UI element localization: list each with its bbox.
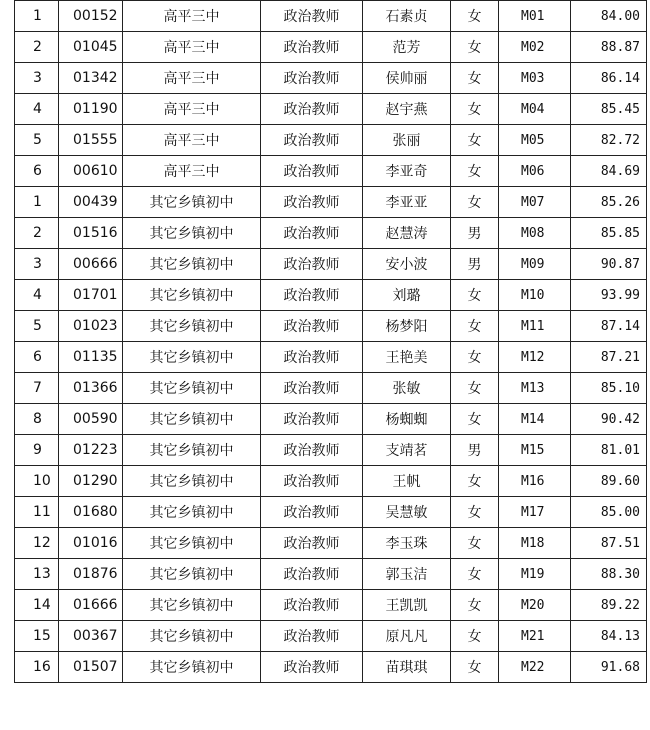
cell-gender: 女 bbox=[451, 404, 499, 435]
table-row bbox=[15, 652, 647, 683]
cell-candidate-id: 00590 bbox=[59, 404, 123, 435]
cell-school: 其它乡镇初中 bbox=[123, 249, 261, 280]
cell-position: 政治教师 bbox=[261, 63, 363, 94]
cell-code: M09 bbox=[499, 249, 571, 280]
cell-position: 政治教师 bbox=[261, 32, 363, 63]
cell-name: 李亚亚 bbox=[363, 187, 451, 218]
cell-seq: 10 bbox=[15, 466, 59, 497]
cell-score: 84.69 bbox=[571, 156, 647, 187]
cell-school: 其它乡镇初中 bbox=[123, 218, 261, 249]
cell-school: 高平三中 bbox=[123, 32, 261, 63]
cell-score: 85.45 bbox=[571, 94, 647, 125]
table-row bbox=[15, 1, 647, 32]
cell-seq: 16 bbox=[15, 652, 59, 683]
cell-gender: 男 bbox=[451, 218, 499, 249]
table-row bbox=[15, 311, 647, 342]
cell-school: 其它乡镇初中 bbox=[123, 559, 261, 590]
cell-gender: 女 bbox=[451, 342, 499, 373]
cell-code: M22 bbox=[499, 652, 571, 683]
cell-seq: 6 bbox=[15, 156, 59, 187]
cell-gender: 女 bbox=[451, 280, 499, 311]
cell-school: 其它乡镇初中 bbox=[123, 404, 261, 435]
cell-candidate-id: 00367 bbox=[59, 621, 123, 652]
cell-school: 其它乡镇初中 bbox=[123, 373, 261, 404]
cell-seq: 1 bbox=[15, 1, 59, 32]
cell-code: M12 bbox=[499, 342, 571, 373]
cell-score: 85.85 bbox=[571, 218, 647, 249]
cell-candidate-id: 01680 bbox=[59, 497, 123, 528]
cell-name: 支靖茗 bbox=[363, 435, 451, 466]
cell-score: 85.10 bbox=[571, 373, 647, 404]
table-row bbox=[15, 497, 647, 528]
cell-name: 郭玉洁 bbox=[363, 559, 451, 590]
cell-gender: 女 bbox=[451, 1, 499, 32]
cell-code: M14 bbox=[499, 404, 571, 435]
table-row bbox=[15, 187, 647, 218]
cell-position: 政治教师 bbox=[261, 559, 363, 590]
cell-school: 其它乡镇初中 bbox=[123, 342, 261, 373]
cell-position: 政治教师 bbox=[261, 590, 363, 621]
cell-position: 政治教师 bbox=[261, 156, 363, 187]
cell-candidate-id: 01023 bbox=[59, 311, 123, 342]
cell-name: 吴慧敏 bbox=[363, 497, 451, 528]
table-row bbox=[15, 125, 647, 156]
cell-position: 政治教师 bbox=[261, 466, 363, 497]
cell-school: 其它乡镇初中 bbox=[123, 435, 261, 466]
cell-candidate-id: 00152 bbox=[59, 1, 123, 32]
cell-position: 政治教师 bbox=[261, 311, 363, 342]
cell-candidate-id: 01016 bbox=[59, 528, 123, 559]
cell-gender: 男 bbox=[451, 249, 499, 280]
table-row bbox=[15, 559, 647, 590]
cell-score: 88.87 bbox=[571, 32, 647, 63]
cell-score: 87.21 bbox=[571, 342, 647, 373]
cell-gender: 女 bbox=[451, 373, 499, 404]
cell-position: 政治教师 bbox=[261, 497, 363, 528]
cell-candidate-id: 01342 bbox=[59, 63, 123, 94]
cell-seq: 8 bbox=[15, 404, 59, 435]
cell-school: 其它乡镇初中 bbox=[123, 466, 261, 497]
cell-gender: 女 bbox=[451, 466, 499, 497]
cell-candidate-id: 01135 bbox=[59, 342, 123, 373]
cell-school: 其它乡镇初中 bbox=[123, 187, 261, 218]
cell-code: M08 bbox=[499, 218, 571, 249]
cell-position: 政治教师 bbox=[261, 125, 363, 156]
cell-seq: 7 bbox=[15, 373, 59, 404]
cell-seq: 15 bbox=[15, 621, 59, 652]
cell-score: 89.60 bbox=[571, 466, 647, 497]
cell-position: 政治教师 bbox=[261, 435, 363, 466]
cell-gender: 女 bbox=[451, 156, 499, 187]
cell-seq: 6 bbox=[15, 342, 59, 373]
cell-gender: 女 bbox=[451, 63, 499, 94]
cell-code: M05 bbox=[499, 125, 571, 156]
cell-position: 政治教师 bbox=[261, 249, 363, 280]
cell-seq: 5 bbox=[15, 125, 59, 156]
cell-name: 李玉珠 bbox=[363, 528, 451, 559]
cell-name: 王帆 bbox=[363, 466, 451, 497]
cell-school: 高平三中 bbox=[123, 1, 261, 32]
cell-seq: 9 bbox=[15, 435, 59, 466]
cell-school: 其它乡镇初中 bbox=[123, 280, 261, 311]
cell-seq: 12 bbox=[15, 528, 59, 559]
cell-school: 高平三中 bbox=[123, 94, 261, 125]
cell-candidate-id: 01223 bbox=[59, 435, 123, 466]
cell-position: 政治教师 bbox=[261, 280, 363, 311]
cell-name: 侯帅丽 bbox=[363, 63, 451, 94]
cell-school: 其它乡镇初中 bbox=[123, 652, 261, 683]
cell-code: M10 bbox=[499, 280, 571, 311]
cell-position: 政治教师 bbox=[261, 1, 363, 32]
cell-gender: 女 bbox=[451, 621, 499, 652]
cell-candidate-id: 01666 bbox=[59, 590, 123, 621]
cell-score: 90.42 bbox=[571, 404, 647, 435]
cell-code: M18 bbox=[499, 528, 571, 559]
cell-candidate-id: 01701 bbox=[59, 280, 123, 311]
table-row bbox=[15, 94, 647, 125]
table-row bbox=[15, 32, 647, 63]
cell-seq: 5 bbox=[15, 311, 59, 342]
cell-code: M19 bbox=[499, 559, 571, 590]
cell-score: 90.87 bbox=[571, 249, 647, 280]
cell-seq: 3 bbox=[15, 249, 59, 280]
cell-name: 赵宇燕 bbox=[363, 94, 451, 125]
cell-position: 政治教师 bbox=[261, 187, 363, 218]
cell-name: 王艳美 bbox=[363, 342, 451, 373]
cell-seq: 2 bbox=[15, 218, 59, 249]
cell-gender: 男 bbox=[451, 435, 499, 466]
cell-candidate-id: 01190 bbox=[59, 94, 123, 125]
cell-candidate-id: 00666 bbox=[59, 249, 123, 280]
cell-code: M20 bbox=[499, 590, 571, 621]
cell-name: 张敏 bbox=[363, 373, 451, 404]
cell-candidate-id: 01290 bbox=[59, 466, 123, 497]
cell-seq: 14 bbox=[15, 590, 59, 621]
cell-score: 85.26 bbox=[571, 187, 647, 218]
cell-candidate-id: 01555 bbox=[59, 125, 123, 156]
cell-seq: 4 bbox=[15, 280, 59, 311]
table-row bbox=[15, 280, 647, 311]
cell-gender: 女 bbox=[451, 187, 499, 218]
cell-score: 91.68 bbox=[571, 652, 647, 683]
cell-position: 政治教师 bbox=[261, 528, 363, 559]
cell-code: M11 bbox=[499, 311, 571, 342]
results-table bbox=[14, 0, 647, 683]
cell-name: 杨梦阳 bbox=[363, 311, 451, 342]
table-row bbox=[15, 342, 647, 373]
cell-gender: 女 bbox=[451, 497, 499, 528]
cell-candidate-id: 01516 bbox=[59, 218, 123, 249]
cell-position: 政治教师 bbox=[261, 621, 363, 652]
cell-school: 高平三中 bbox=[123, 125, 261, 156]
cell-score: 84.13 bbox=[571, 621, 647, 652]
table-row bbox=[15, 156, 647, 187]
cell-name: 原凡凡 bbox=[363, 621, 451, 652]
cell-name: 张丽 bbox=[363, 125, 451, 156]
cell-school: 高平三中 bbox=[123, 63, 261, 94]
cell-school: 其它乡镇初中 bbox=[123, 497, 261, 528]
cell-school: 其它乡镇初中 bbox=[123, 311, 261, 342]
cell-candidate-id: 01507 bbox=[59, 652, 123, 683]
cell-code: M04 bbox=[499, 94, 571, 125]
table-row bbox=[15, 590, 647, 621]
cell-candidate-id: 01366 bbox=[59, 373, 123, 404]
cell-seq: 2 bbox=[15, 32, 59, 63]
cell-gender: 女 bbox=[451, 652, 499, 683]
cell-name: 王凯凯 bbox=[363, 590, 451, 621]
cell-name: 范芳 bbox=[363, 32, 451, 63]
cell-name: 刘璐 bbox=[363, 280, 451, 311]
cell-school: 其它乡镇初中 bbox=[123, 590, 261, 621]
cell-code: M17 bbox=[499, 497, 571, 528]
cell-position: 政治教师 bbox=[261, 94, 363, 125]
cell-candidate-id: 00439 bbox=[59, 187, 123, 218]
cell-name: 杨蜘蜘 bbox=[363, 404, 451, 435]
cell-code: M21 bbox=[499, 621, 571, 652]
cell-score: 93.99 bbox=[571, 280, 647, 311]
cell-score: 89.22 bbox=[571, 590, 647, 621]
cell-seq: 1 bbox=[15, 187, 59, 218]
table-row bbox=[15, 249, 647, 280]
table-row bbox=[15, 218, 647, 249]
cell-code: M02 bbox=[499, 32, 571, 63]
table-row bbox=[15, 63, 647, 94]
cell-code: M07 bbox=[499, 187, 571, 218]
cell-code: M06 bbox=[499, 156, 571, 187]
cell-gender: 女 bbox=[451, 32, 499, 63]
cell-candidate-id: 00610 bbox=[59, 156, 123, 187]
table-body bbox=[15, 1, 647, 683]
cell-name: 安小波 bbox=[363, 249, 451, 280]
cell-score: 82.72 bbox=[571, 125, 647, 156]
cell-gender: 女 bbox=[451, 94, 499, 125]
cell-score: 81.01 bbox=[571, 435, 647, 466]
cell-name: 石素贞 bbox=[363, 1, 451, 32]
table-row bbox=[15, 466, 647, 497]
cell-seq: 13 bbox=[15, 559, 59, 590]
table-row bbox=[15, 621, 647, 652]
cell-name: 赵慧涛 bbox=[363, 218, 451, 249]
cell-name: 苗琪琪 bbox=[363, 652, 451, 683]
cell-candidate-id: 01876 bbox=[59, 559, 123, 590]
cell-score: 87.14 bbox=[571, 311, 647, 342]
cell-school: 高平三中 bbox=[123, 156, 261, 187]
cell-position: 政治教师 bbox=[261, 342, 363, 373]
table-row bbox=[15, 404, 647, 435]
cell-name: 李亚奇 bbox=[363, 156, 451, 187]
cell-seq: 4 bbox=[15, 94, 59, 125]
cell-position: 政治教师 bbox=[261, 373, 363, 404]
cell-code: M01 bbox=[499, 1, 571, 32]
cell-gender: 女 bbox=[451, 311, 499, 342]
cell-seq: 11 bbox=[15, 497, 59, 528]
cell-position: 政治教师 bbox=[261, 218, 363, 249]
cell-score: 87.51 bbox=[571, 528, 647, 559]
cell-seq: 3 bbox=[15, 63, 59, 94]
cell-score: 88.30 bbox=[571, 559, 647, 590]
table-row bbox=[15, 435, 647, 466]
cell-score: 84.00 bbox=[571, 1, 647, 32]
cell-gender: 女 bbox=[451, 125, 499, 156]
cell-candidate-id: 01045 bbox=[59, 32, 123, 63]
cell-code: M13 bbox=[499, 373, 571, 404]
cell-school: 其它乡镇初中 bbox=[123, 528, 261, 559]
cell-score: 85.00 bbox=[571, 497, 647, 528]
cell-gender: 女 bbox=[451, 590, 499, 621]
cell-position: 政治教师 bbox=[261, 652, 363, 683]
cell-code: M03 bbox=[499, 63, 571, 94]
cell-code: M15 bbox=[499, 435, 571, 466]
cell-score: 86.14 bbox=[571, 63, 647, 94]
cell-code: M16 bbox=[499, 466, 571, 497]
cell-gender: 女 bbox=[451, 528, 499, 559]
cell-gender: 女 bbox=[451, 559, 499, 590]
cell-position: 政治教师 bbox=[261, 404, 363, 435]
table-row bbox=[15, 373, 647, 404]
cell-school: 其它乡镇初中 bbox=[123, 621, 261, 652]
table-row bbox=[15, 528, 647, 559]
